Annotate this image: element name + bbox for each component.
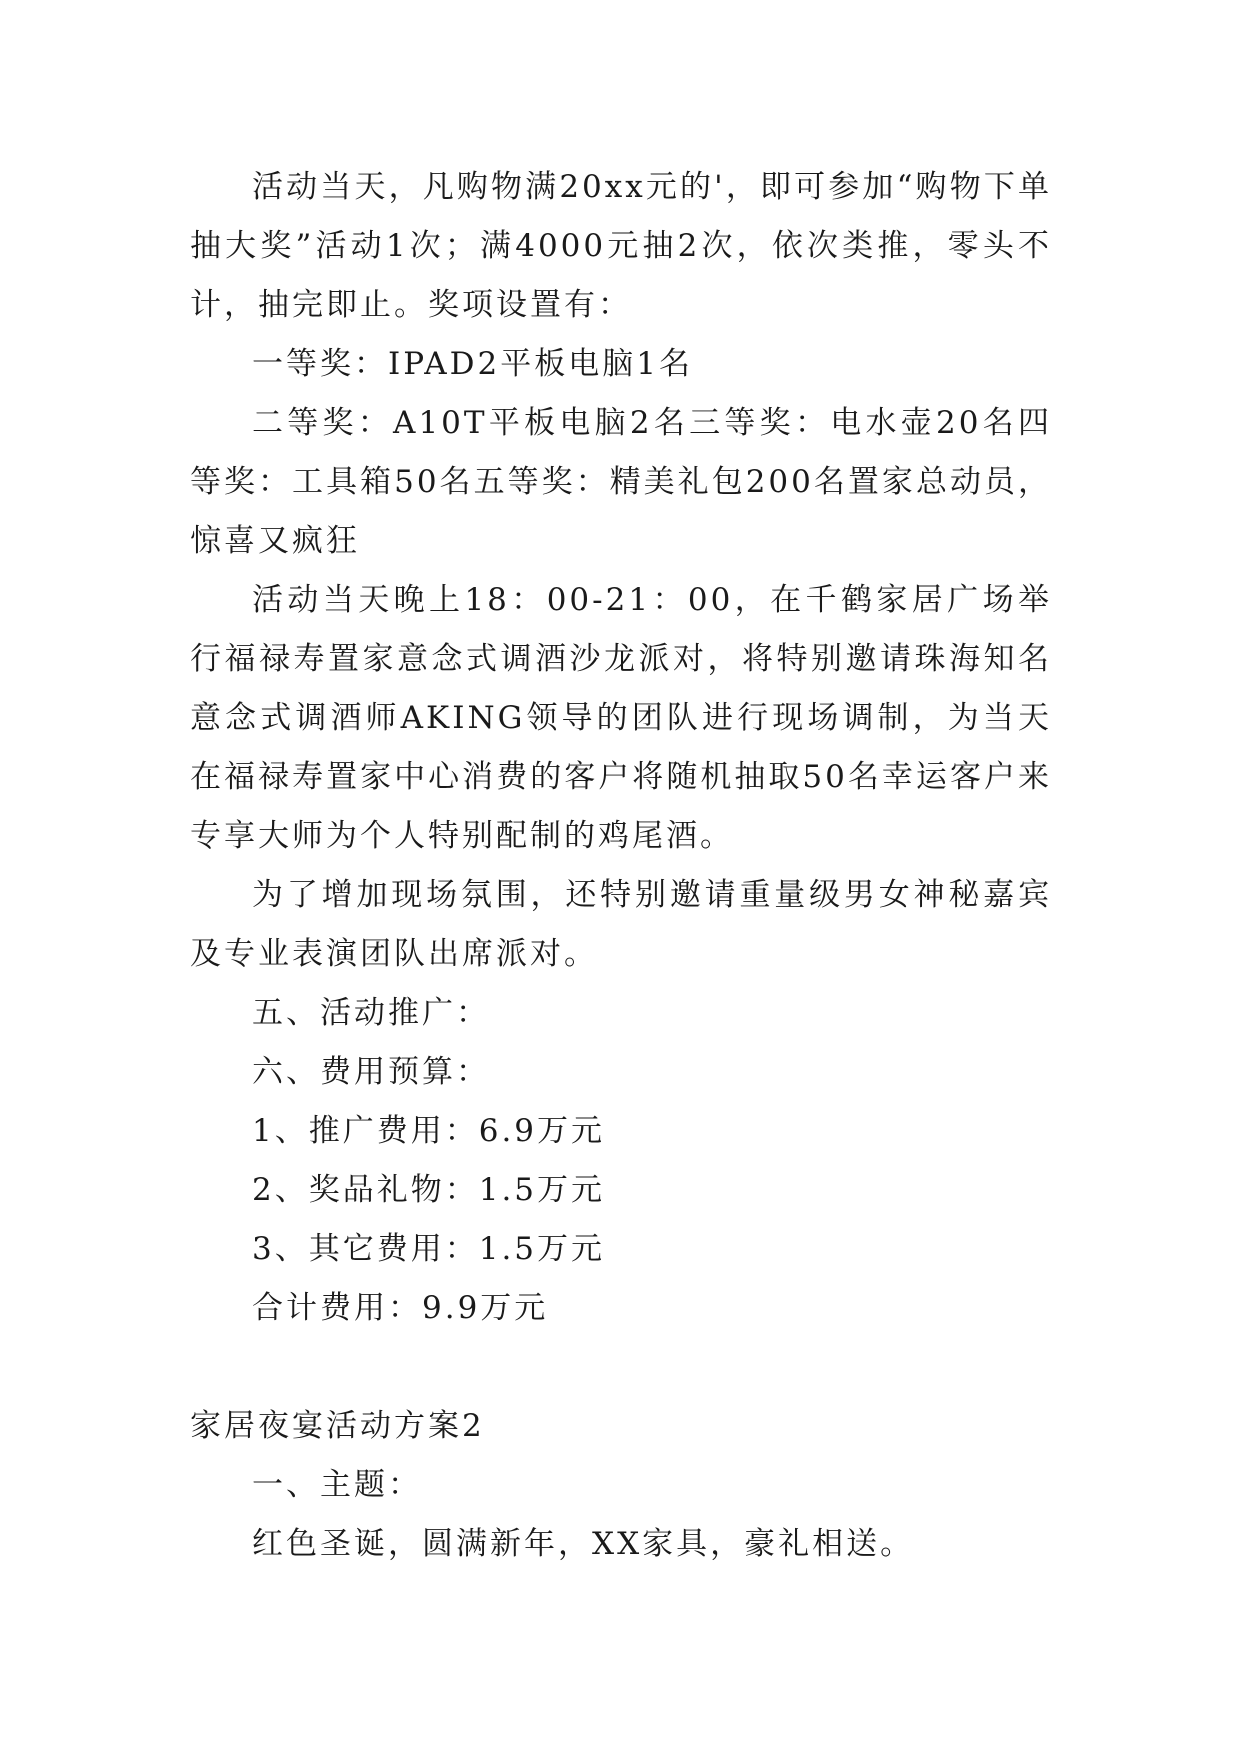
paragraph-lottery-rules: 活动当天，凡购物满20xx元的'，即可参加“购物下单抽大奖”活动1次；满4000元抽2次，依次类推，零头不计，抽完即止。奖项设置有： bbox=[190, 169, 1052, 323]
heading-budget: 六、费用预算： bbox=[252, 1054, 490, 1090]
budget-total: 合计费用：9.9万元 bbox=[252, 1290, 549, 1326]
paragraph-first-prize: 一等奖：IPAD2平板电脑1名 bbox=[252, 346, 693, 382]
budget-item-other: 3、其它费用：1.5万元 bbox=[252, 1231, 606, 1267]
document-body bbox=[190, 158, 1052, 1574]
paragraph-theme: 红色圣诞，圆满新年，XX家具，豪礼相送。 bbox=[252, 1526, 915, 1562]
paragraph-guests: 为了增加现场氛围，还特别邀请重量级男女神秘嘉宾及专业表演团队出席派对。 bbox=[190, 877, 1052, 972]
paragraph-evening-party: 活动当天晚上18：00-21：00，在千鹤家居广场举行福禄寿置家意念式调酒沙龙派对，将特别邀请珠海知名意念式调酒师AKING领导的团队进行现场调制，为当天在福禄寿置家中心消费的客户将随机抽取50名幸运客户来专享大师为个人特别配制的鸡尾酒。 bbox=[190, 582, 1052, 854]
budget-item-prizes: 2、奖品礼物：1.5万元 bbox=[252, 1172, 606, 1208]
heading-theme: 一、主题： bbox=[252, 1467, 422, 1503]
heading-promotion: 五、活动推广： bbox=[252, 995, 490, 1031]
paragraph-other-prizes: 二等奖：A10T平板电脑2名三等奖：电水壶20名四等奖：工具箱50名五等奖：精美礼包200名置家总动员，惊喜又疯狂 bbox=[190, 405, 1052, 559]
section-spacer bbox=[190, 1338, 1052, 1397]
budget-item-promotion: 1、推广费用：6.9万元 bbox=[252, 1113, 606, 1149]
section-title: 家居夜宴活动方案2 bbox=[190, 1408, 485, 1444]
